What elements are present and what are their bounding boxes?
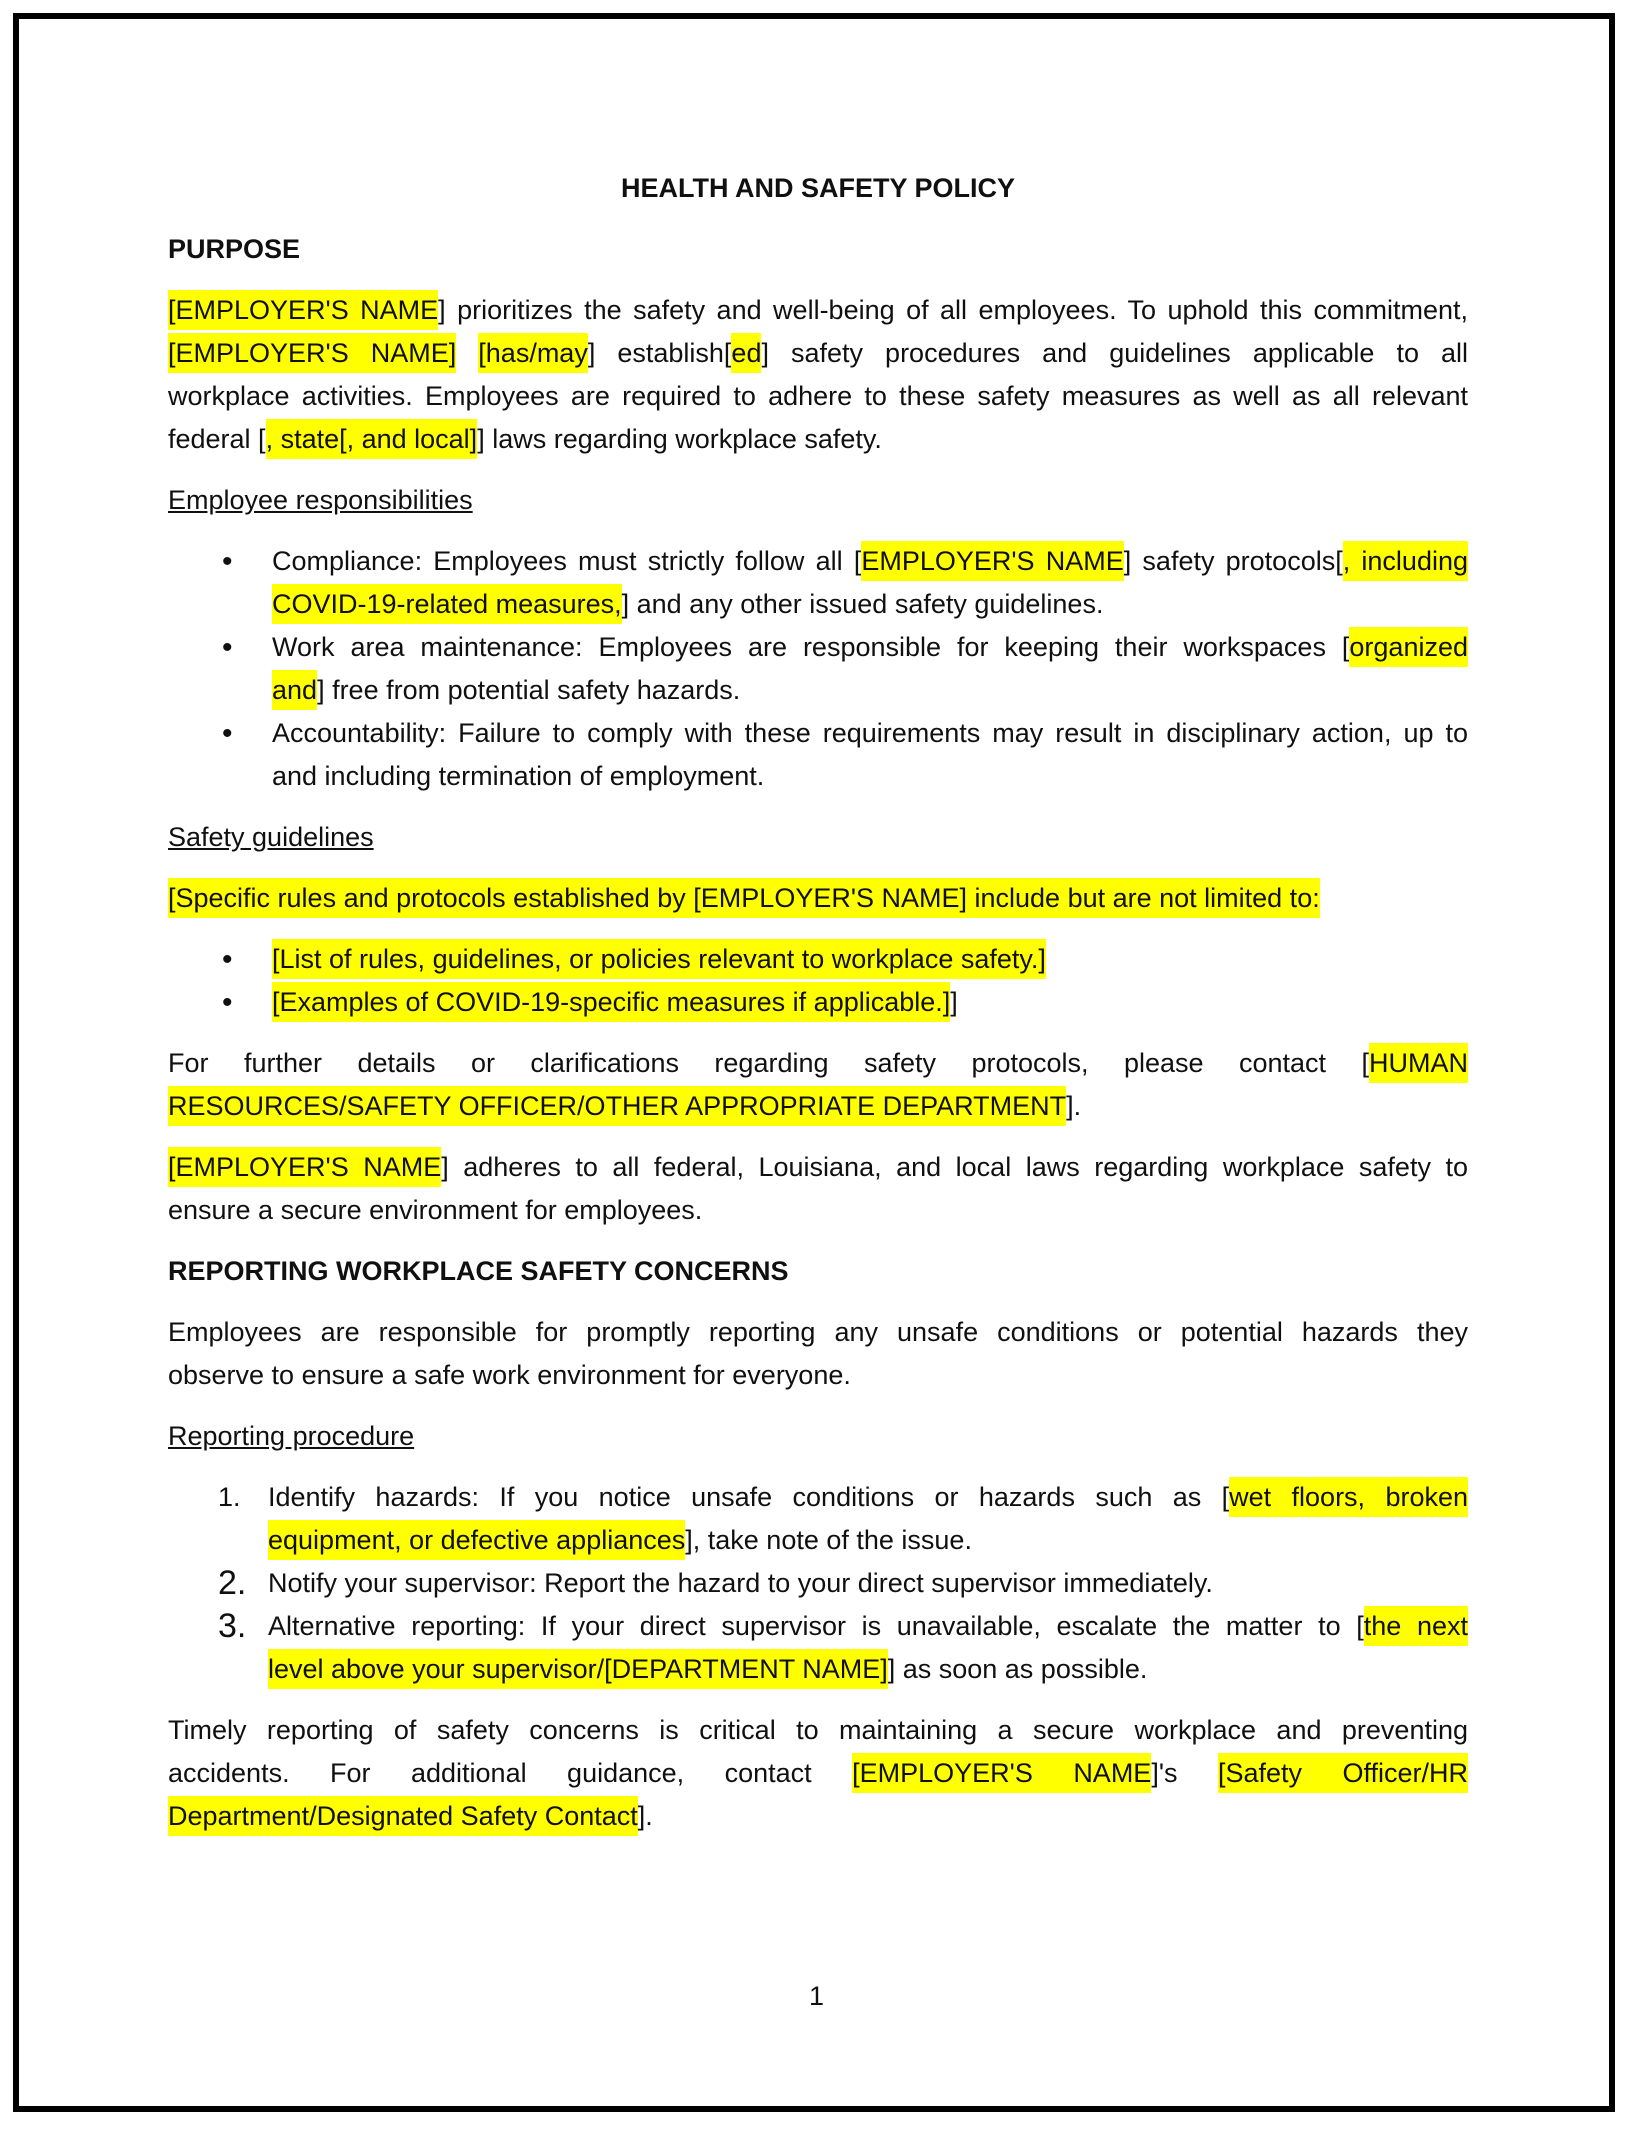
list-number: 1. [218,1482,241,1512]
body-text: Notify your supervisor: Report the hazard to your direct supervisor immediately. [268,1568,1213,1598]
paragraph [168,1042,1468,1128]
numbered-list [168,1476,1468,1691]
highlighted-placeholder: ed [731,333,761,373]
body-text: ] safety protocols[ [1123,546,1343,576]
body-text: ] [950,987,958,1017]
body-text: and including termination of employment. [272,761,765,791]
bullet-item [168,938,1468,981]
section-heading: REPORTING WORKPLACE SAFETY CONCERNS [168,1256,789,1286]
bullet-icon: • [222,986,233,1019]
bullet-list [168,938,1468,1024]
text-line-paragraph [168,1146,1468,1189]
highlighted-placeholder: [Specific rules and protocols established by [EMPLOYER'S NAME] include but are not limited to: [168,878,1320,918]
highlighted-placeholder: the next [1364,1606,1468,1646]
body-text [456,338,478,368]
text-line-paragraph [168,877,1468,920]
body-text: workplace activities. Employees are required to adhere to these safety measures as well as all relevant [168,381,1468,411]
highlighted-placeholder: [EMPLOYER'S NAME [168,290,438,330]
highlighted-placeholder: COVID-19-related measures, [272,584,622,624]
text-line-bullet [272,583,1468,626]
text-line-bullet [272,540,1468,583]
text-line-bullet [272,755,1468,798]
body-text: Identify hazards: If you notice unsafe conditions or hazards such as [ [268,1482,1230,1512]
body-text: ] laws regarding workplace safety. [477,424,882,454]
highlighted-placeholder: , including [1343,541,1468,581]
body-text: ], take note of the issue. [685,1525,972,1555]
highlighted-placeholder: [EMPLOYER'S NAME [852,1753,1151,1793]
bullet-item [168,981,1468,1024]
section-subheading: Employee responsibilities [168,485,473,515]
bullet-icon: • [222,545,233,578]
text-line-bullet [272,626,1468,669]
highlighted-placeholder: , state[, and local] [266,419,478,459]
body-text: ] free from potential safety hazards. [317,675,741,705]
text-line-paragraph [168,1709,1468,1752]
document-page [168,167,1468,1838]
text-line-paragraph [168,1311,1468,1354]
text-line-numbered [268,1476,1468,1519]
body-text: Alternative reporting: If your direct supervisor is unavailable, escalate the matter to [ [268,1611,1364,1641]
body-text: ] as soon as possible. [887,1654,1148,1684]
body-text: ensure a secure environment for employees. [168,1195,703,1225]
list-number: 2. [218,1564,247,1602]
text-line-numbered [268,1648,1468,1691]
text-line-bullet [272,712,1468,755]
numbered-item [168,1605,1468,1691]
numbered-item [168,1476,1468,1562]
highlighted-placeholder: HUMAN [1369,1043,1468,1083]
text-line-paragraph [168,1189,1468,1232]
highlighted-placeholder: [EMPLOYER'S NAME [168,1147,441,1187]
body-text: Employees are responsible for promptly reporting any unsafe conditions or potential hazards they [168,1317,1468,1347]
section-subheading: Safety guidelines [168,822,374,852]
highlighted-placeholder: Department/Designated Safety Contact [168,1796,638,1836]
text-line-bullet [272,981,1468,1024]
highlighted-placeholder: organized [1349,627,1468,667]
document-title: HEALTH AND SAFETY POLICY [620,173,1016,203]
body-text: ] safety procedures and guidelines applicable to all [761,338,1469,368]
text-line-paragraph [168,1752,1468,1795]
body-text: ]. [637,1801,653,1831]
highlighted-placeholder: level above your supervisor/[DEPARTMENT NAME] [268,1649,888,1689]
text-line-paragraph [168,289,1468,332]
text-line-paragraph [168,332,1468,375]
bullet-icon: • [222,717,233,750]
text-line-bullet [272,669,1468,712]
body-text: ]'s [1151,1758,1218,1788]
highlighted-placeholder: wet floors, broken [1229,1477,1468,1517]
highlighted-placeholder: [Safety Officer/HR [1218,1753,1468,1793]
text-line-paragraph [168,1042,1468,1085]
bullet-list [168,540,1468,798]
paragraph [168,877,1468,920]
body-text: ] establish[ [587,338,732,368]
text-line-numbered [268,1605,1468,1648]
paragraph [168,1709,1468,1838]
body-text: ]. [1066,1091,1082,1121]
text-line-paragraph [168,1795,1468,1838]
text-line-paragraph [168,1085,1468,1128]
highlighted-placeholder: [has/may [478,333,588,373]
body-text: observe to ensure a safe work environment for everyone. [168,1360,851,1390]
paragraph [168,1146,1468,1232]
text-line-bullet [272,938,1468,981]
highlighted-placeholder: [EMPLOYER'S NAME] [168,333,456,373]
body-text: Work area maintenance: Employees are responsible for keeping their workspaces [ [272,632,1350,662]
body-text: federal [ [168,424,266,454]
highlighted-placeholder: EMPLOYER'S NAME [861,541,1123,581]
page-number: 1 [808,1981,825,2011]
body-text: Timely reporting of safety concerns is critical to maintaining a secure workplace and preventing [168,1715,1468,1745]
highlighted-placeholder: [Examples of COVID-19-specific measures if applicable.] [272,982,950,1022]
body-text: Compliance: Employees must strictly follow all [ [272,546,862,576]
numbered-item [168,1562,1468,1605]
text-line-paragraph [168,1354,1468,1397]
highlighted-placeholder: equipment, or defective appliances [268,1520,685,1560]
body-text: ] and any other issued safety guidelines. [621,589,1104,619]
section-subheading: Reporting procedure [168,1421,415,1451]
paragraph [168,1311,1468,1397]
body-text: ] prioritizes the safety and well-being of all employees. To uphold this commitment, [438,295,1469,325]
body-text: Accountability: Failure to comply with these requirements may result in disciplinary action, up to [272,718,1468,748]
text-line-paragraph [168,375,1468,418]
list-number: 3. [218,1607,247,1645]
paragraph [168,289,1468,461]
text-line-numbered [268,1519,1468,1562]
body-text: For further details or clarifications regarding safety protocols, please contact [ [168,1048,1369,1078]
bullet-icon: • [222,631,233,664]
bullet-item [168,626,1468,712]
highlighted-placeholder: and [272,670,317,710]
text-line-paragraph [168,418,1468,461]
bullet-item [168,712,1468,798]
highlighted-placeholder: RESOURCES/SAFETY OFFICER/OTHER APPROPRIATE DEPARTMENT [168,1086,1066,1126]
highlighted-placeholder: [List of rules, guidelines, or policies relevant to workplace safety.] [272,939,1046,979]
bullet-icon: • [222,943,233,976]
section-heading: PURPOSE [168,234,301,264]
body-text: accidents. For additional guidance, contact [168,1758,853,1788]
bullet-item [168,540,1468,626]
body-text: ] adheres to all federal, Louisiana, and local laws regarding workplace safety to [441,1152,1468,1182]
text-line-numbered [268,1562,1468,1605]
